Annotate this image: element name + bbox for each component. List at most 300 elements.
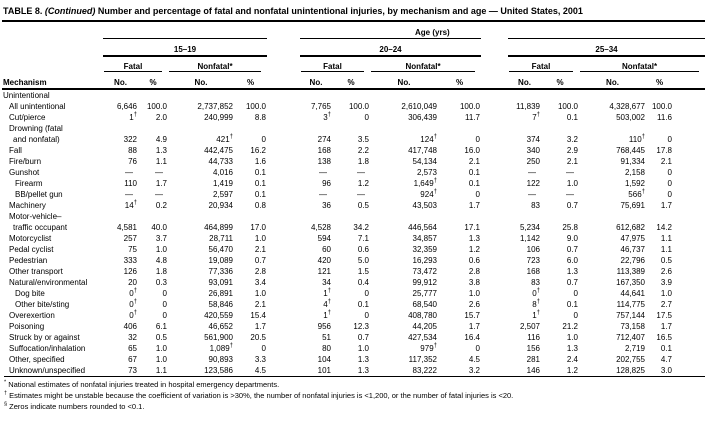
- cell: 56,470: [208, 245, 233, 254]
- cell: 4.5: [254, 366, 266, 375]
- cell: 561,900: [204, 333, 233, 342]
- cell: 566†: [628, 188, 645, 199]
- mechanism-label: Motorcyclist: [9, 234, 52, 243]
- cell: 73: [128, 366, 137, 375]
- nonfatal-header: Nonfatal*: [168, 56, 267, 72]
- spacer: [267, 112, 300, 123]
- cell: 1.7: [468, 322, 480, 331]
- cell: 1.1: [660, 234, 672, 243]
- mechanism-label: Poisoning: [9, 322, 45, 331]
- spacer: [481, 266, 508, 277]
- cell: 0: [364, 289, 369, 298]
- age-spanner-row: [2, 22, 705, 39]
- spacer: [481, 200, 508, 211]
- cell: 25,777: [412, 289, 437, 298]
- cell: 1.3: [357, 355, 369, 364]
- dagger-footnote-marker: †: [641, 188, 645, 195]
- spacer: [267, 145, 300, 156]
- spacer: [267, 288, 300, 299]
- cell: 2,719: [624, 344, 645, 353]
- cell: 8†: [532, 298, 540, 309]
- cell: 3.4: [254, 278, 266, 287]
- cell: 40.0: [151, 223, 167, 232]
- cell: 1,592: [624, 179, 645, 188]
- cell: 101: [317, 366, 331, 375]
- cell: 65: [128, 344, 137, 353]
- dagger-footnote-marker: †: [536, 111, 540, 118]
- cell: 11.6: [657, 113, 672, 122]
- spacer: [673, 200, 705, 211]
- cell: 374: [526, 135, 540, 144]
- cell: 322: [123, 135, 137, 144]
- cell: 1.1: [155, 366, 167, 375]
- spacer: [481, 354, 508, 365]
- footnote: § Zeros indicate numbers rounded to <0.1.: [4, 401, 145, 411]
- cell: 19,089: [208, 256, 233, 265]
- cell: 5.0: [357, 256, 369, 265]
- cell: 1.8: [155, 267, 167, 276]
- nonfatal-header: Nonfatal*: [370, 56, 481, 72]
- table-row: [2, 101, 705, 112]
- header-spacer: [267, 39, 300, 57]
- table-row: [2, 167, 705, 178]
- fatal-header: Fatal: [103, 56, 168, 72]
- cell: 16.4: [464, 333, 480, 342]
- cell: 2.6: [660, 267, 672, 276]
- cell: 73,472: [412, 267, 437, 276]
- mechanism-label: Firearm: [15, 179, 43, 188]
- cell: 100.0: [348, 102, 369, 111]
- injury-table: [2, 22, 705, 376]
- cell: 2.1: [468, 157, 480, 166]
- cell: 1.0: [254, 289, 266, 298]
- cell: 93,091: [208, 278, 233, 287]
- cell: 1.2: [468, 245, 480, 254]
- spacer: [267, 200, 300, 211]
- spacer: [267, 343, 300, 354]
- cell: 126: [123, 267, 137, 276]
- cell: 11.7: [465, 113, 480, 122]
- cell: 4.8: [155, 256, 167, 265]
- cell: 956: [317, 322, 331, 331]
- cell: 2,573: [416, 168, 437, 177]
- cell: —: [357, 168, 365, 177]
- cell: 2.8: [468, 267, 480, 276]
- cell: 2,597: [212, 190, 233, 199]
- cell: 100.0: [146, 102, 167, 111]
- cell: —: [357, 190, 365, 199]
- spacer: [481, 244, 508, 255]
- cell: 124†: [420, 133, 437, 144]
- cell: 1.7: [468, 201, 480, 210]
- cell: 1.2: [357, 179, 369, 188]
- cell: 0: [364, 113, 369, 122]
- cell: 167,350: [616, 278, 645, 287]
- table-title-prefix: TABLE 8.: [3, 6, 45, 16]
- mechanism-label: All unintentional: [9, 102, 66, 111]
- dagger-footnote-marker: †: [133, 287, 137, 294]
- dagger-footnote-marker: †: [133, 111, 137, 118]
- cell: 156: [526, 344, 540, 353]
- footnote-marker: *: [4, 379, 7, 386]
- cell: 104: [317, 355, 331, 364]
- dagger-footnote-marker: †: [433, 177, 437, 184]
- cell: 0: [667, 190, 672, 199]
- cell: 1,142: [519, 234, 540, 243]
- mechanism-label: Dog bite: [15, 289, 45, 298]
- spacer: [673, 310, 705, 321]
- spacer: [267, 332, 300, 343]
- cell: 1.0: [155, 245, 167, 254]
- cell: —: [319, 168, 327, 177]
- spacer: [673, 255, 705, 266]
- cell: 4†: [323, 298, 331, 309]
- cell: 0.6: [468, 256, 480, 265]
- cell: 0.1: [254, 168, 266, 177]
- spacer: [481, 332, 508, 343]
- no-header: No.: [370, 72, 438, 89]
- cell: 7,765: [310, 102, 331, 111]
- cell: 113,389: [616, 267, 645, 276]
- cell: 281: [526, 355, 540, 364]
- cell: 0.1: [660, 344, 672, 353]
- mechanism-label: BB/pellet gun: [15, 190, 63, 199]
- header-spacer: [481, 56, 508, 72]
- cell: 768,445: [616, 146, 645, 155]
- cell: 2,158: [624, 168, 645, 177]
- cell: 2.0: [155, 113, 167, 122]
- cell: 257: [123, 234, 137, 243]
- cell: 8.8: [254, 113, 266, 122]
- cell: 88: [128, 146, 137, 155]
- spacer: [673, 244, 705, 255]
- cell: 4.7: [660, 355, 672, 364]
- cell: 16.5: [656, 333, 672, 342]
- cell: 0: [475, 190, 480, 199]
- spacer: [481, 233, 508, 244]
- cell: 7.1: [357, 234, 369, 243]
- cell: 51: [322, 333, 331, 342]
- cell: 168: [317, 146, 331, 155]
- cell: 25.8: [562, 223, 578, 232]
- footnote-marker: §: [4, 401, 8, 408]
- cell: 0†: [532, 287, 540, 298]
- table-title-continued: (Continued): [44, 6, 96, 16]
- cell: 1.7: [155, 179, 167, 188]
- table-row: [2, 332, 705, 343]
- cell: 1.0: [468, 289, 480, 298]
- cell: 28,711: [209, 234, 233, 243]
- cell: 83,222: [412, 366, 437, 375]
- cell: 2.9: [566, 146, 578, 155]
- cell: 21.2: [562, 322, 578, 331]
- mechanism-label: Struck by or against: [9, 333, 80, 342]
- mechanism-label: Fire/burn: [9, 157, 42, 166]
- cell: 3.5: [357, 135, 369, 144]
- cell: 46,737: [620, 245, 645, 254]
- age-group-15-19: 15–19: [103, 39, 267, 57]
- spacer: [673, 299, 705, 310]
- cell: 90,893: [208, 355, 233, 364]
- cell: 5,234: [519, 223, 540, 232]
- cell: 67: [128, 355, 137, 364]
- cell: 60: [322, 245, 331, 254]
- table-row: [2, 112, 705, 123]
- header-spacer: [481, 39, 508, 57]
- cell: 100.0: [245, 102, 266, 111]
- cell: 2.8: [254, 267, 266, 276]
- dagger-footnote-marker: †: [133, 309, 137, 316]
- table-row: [2, 288, 705, 299]
- cell: 1.0: [254, 234, 266, 243]
- table-row: [2, 233, 705, 244]
- mechanism-label: Motor-vehicle– traffic occupant: [9, 212, 68, 232]
- cell: 16.2: [250, 146, 266, 155]
- cell: 427,534: [408, 333, 437, 342]
- cell: —: [528, 168, 536, 177]
- cell: 420,559: [204, 311, 233, 320]
- cell: 11,839: [516, 102, 540, 111]
- cell: 0†: [129, 298, 137, 309]
- mechanism-label: Unknown/unspecified: [9, 366, 86, 375]
- spacer: [267, 277, 300, 288]
- dagger-footnote-marker: †: [327, 111, 331, 118]
- footnote: † Estimates might be unstable because the coefficient of variation is >30%, the number of nonfatal injuries is <1,200, or the number of fatal injuries is <20.: [4, 390, 514, 400]
- cell: 1.3: [566, 344, 578, 353]
- no-header: No.: [579, 72, 646, 89]
- cell: 0.7: [566, 201, 578, 210]
- spacer: [673, 178, 705, 189]
- table-row: [2, 211, 705, 233]
- dagger-footnote-marker: †: [433, 133, 437, 140]
- cell: 0.1: [566, 300, 578, 309]
- cell: 0: [667, 168, 672, 177]
- spacer: [673, 288, 705, 299]
- cell: 202,755: [616, 355, 645, 364]
- cell: 1.0: [155, 344, 167, 353]
- cell: 0: [667, 135, 672, 144]
- cell: 0: [162, 300, 167, 309]
- cell: 17.0: [250, 223, 266, 232]
- fatal-header: Fatal: [508, 56, 579, 72]
- cell: 122: [526, 179, 540, 188]
- cell: 2.1: [254, 300, 266, 309]
- cell: 2.6: [468, 300, 480, 309]
- spacer: [673, 167, 705, 178]
- cell: 0: [667, 179, 672, 188]
- cell: 406: [123, 322, 137, 331]
- cell: 0.1: [254, 190, 266, 199]
- age-group-row: [2, 39, 705, 57]
- cell: 250: [526, 157, 540, 166]
- cell: 0.1: [468, 179, 480, 188]
- mechanism-label: Other transport: [9, 267, 63, 276]
- cell: —: [125, 168, 133, 177]
- cell: 44,205: [412, 322, 437, 331]
- table-row: [2, 277, 705, 288]
- cell: 17.5: [656, 311, 672, 320]
- spacer: [673, 332, 705, 343]
- spacer: [673, 101, 705, 112]
- cell: 723: [526, 256, 540, 265]
- cell: 3.9: [660, 278, 672, 287]
- cell: 1†: [323, 309, 331, 320]
- fatal-header: Fatal: [300, 56, 370, 72]
- table-title-suffix: Number and percentage of fatal and nonfatal unintentional injuries, by mechanism and age — United States, 2001: [95, 6, 583, 16]
- cell: 100.0: [459, 102, 480, 111]
- table-row: [2, 200, 705, 211]
- spacer: [267, 244, 300, 255]
- age-spanner-segment: [508, 22, 705, 39]
- cell: 306,439: [408, 113, 437, 122]
- cell: 712,407: [616, 333, 645, 342]
- cell: 0.1: [357, 300, 369, 309]
- cell: —: [528, 190, 536, 199]
- cell: 34.2: [353, 223, 369, 232]
- cell: —: [125, 190, 133, 199]
- cell: 12.3: [353, 322, 369, 331]
- cell: 446,564: [408, 223, 437, 232]
- spacer: [673, 189, 705, 200]
- spacer: [481, 255, 508, 266]
- spacer: [267, 101, 300, 112]
- spacer: [267, 310, 300, 321]
- measure-row: [2, 72, 705, 89]
- cell: 417,748: [408, 146, 437, 155]
- cell: 117,352: [408, 355, 437, 364]
- cell: 1.1: [155, 157, 167, 166]
- cell: 3.7: [155, 234, 167, 243]
- spacer: [481, 189, 508, 200]
- cell: 9.0: [566, 234, 578, 243]
- spacer: [267, 266, 300, 277]
- cell: 80: [322, 344, 331, 353]
- mechanism-label: Gunshot: [9, 168, 40, 177]
- cell: 274: [317, 135, 331, 144]
- cell: 2.1: [660, 157, 672, 166]
- header-spacer: [267, 56, 300, 72]
- pct-header: %: [138, 72, 168, 89]
- spacer: [267, 321, 300, 332]
- cell: 75,691: [620, 201, 645, 210]
- header-spacer: [481, 22, 508, 39]
- cell: 114,775: [616, 300, 645, 309]
- cell: 2.2: [357, 146, 369, 155]
- spacer: [267, 123, 300, 145]
- cell: 240,999: [204, 113, 233, 122]
- nonfatal-header: Nonfatal*: [579, 56, 705, 72]
- spacer: [481, 299, 508, 310]
- header-spacer: [267, 22, 300, 39]
- cell: 408,780: [408, 311, 437, 320]
- cell: 0.4: [357, 278, 369, 287]
- cell: 420: [317, 256, 331, 265]
- header-spacer: [267, 72, 300, 89]
- pct-header: %: [332, 72, 370, 89]
- dagger-footnote-marker: †: [327, 298, 331, 305]
- cell: 340: [526, 146, 540, 155]
- cell: 757,144: [616, 311, 645, 320]
- mechanism-label: Cut/pierce: [9, 113, 46, 122]
- cell: 6.0: [566, 256, 578, 265]
- cell: 4,528: [310, 223, 331, 232]
- cell: 1.7: [254, 322, 266, 331]
- mechanism-label: Pedal cyclist: [9, 245, 54, 254]
- no-header: No.: [300, 72, 332, 89]
- cell: 14†: [124, 199, 137, 210]
- table-body: [2, 89, 705, 376]
- footnote: * National estimates of nonfatal injuries treated in hospital emergency departments.: [4, 379, 280, 389]
- mechanism-label: Suffocation/inhalation: [9, 344, 86, 353]
- spacer: [673, 343, 705, 354]
- spacer: [481, 112, 508, 123]
- table-row: [2, 343, 705, 354]
- mechanism-label: Other bite/sting: [15, 300, 70, 309]
- mechanism-label: Other, specified: [9, 355, 65, 364]
- pct-header: %: [541, 72, 579, 89]
- pct-header: %: [234, 72, 267, 89]
- cell: 0: [364, 311, 369, 320]
- dagger-footnote-marker: †: [133, 298, 137, 305]
- cell: 2.1: [254, 245, 266, 254]
- cell: 1.3: [357, 366, 369, 375]
- cell: 0.3: [155, 278, 167, 287]
- cell: 1.0: [660, 289, 672, 298]
- cell: 26,891: [208, 289, 233, 298]
- spacer: [673, 233, 705, 244]
- cell: 4,581: [116, 223, 137, 232]
- spacer: [481, 310, 508, 321]
- cell: 106: [526, 245, 540, 254]
- cell: 1.1: [660, 245, 672, 254]
- cell: 6.1: [155, 322, 167, 331]
- spacer: [481, 277, 508, 288]
- cell: 1†: [323, 287, 331, 298]
- cell: 442,475: [204, 146, 233, 155]
- cell: 0.5: [357, 201, 369, 210]
- dagger-footnote-marker: †: [133, 199, 137, 206]
- cell: 34: [322, 278, 331, 287]
- cell: 32: [128, 333, 137, 342]
- cell: 1.0: [357, 344, 369, 353]
- cell: 110: [124, 179, 137, 188]
- cell: 0†: [129, 309, 137, 320]
- cell: 0.1: [254, 179, 266, 188]
- cell: —: [155, 190, 163, 199]
- cell: 924†: [420, 188, 437, 199]
- cell: 0.5: [155, 333, 167, 342]
- spacer: [481, 365, 508, 376]
- cell: 0.7: [357, 333, 369, 342]
- cell: 3.8: [468, 278, 480, 287]
- cell: 121: [317, 267, 331, 276]
- cell: 0: [475, 135, 480, 144]
- dagger-footnote-marker: †: [327, 309, 331, 316]
- cell: 0.7: [566, 278, 578, 287]
- cell: —: [155, 168, 163, 177]
- cell: 14.2: [656, 223, 672, 232]
- cell: 77,336: [208, 267, 233, 276]
- dagger-footnote-marker: †: [536, 287, 540, 294]
- cell: 44,733: [208, 157, 233, 166]
- cell: 1,649†: [413, 177, 437, 188]
- cell: 2.1: [566, 157, 578, 166]
- cell: 1.0: [566, 179, 578, 188]
- table-row: [2, 310, 705, 321]
- cell: 1.7: [660, 322, 672, 331]
- cell: 20: [128, 278, 137, 287]
- cell: 7†: [532, 111, 540, 122]
